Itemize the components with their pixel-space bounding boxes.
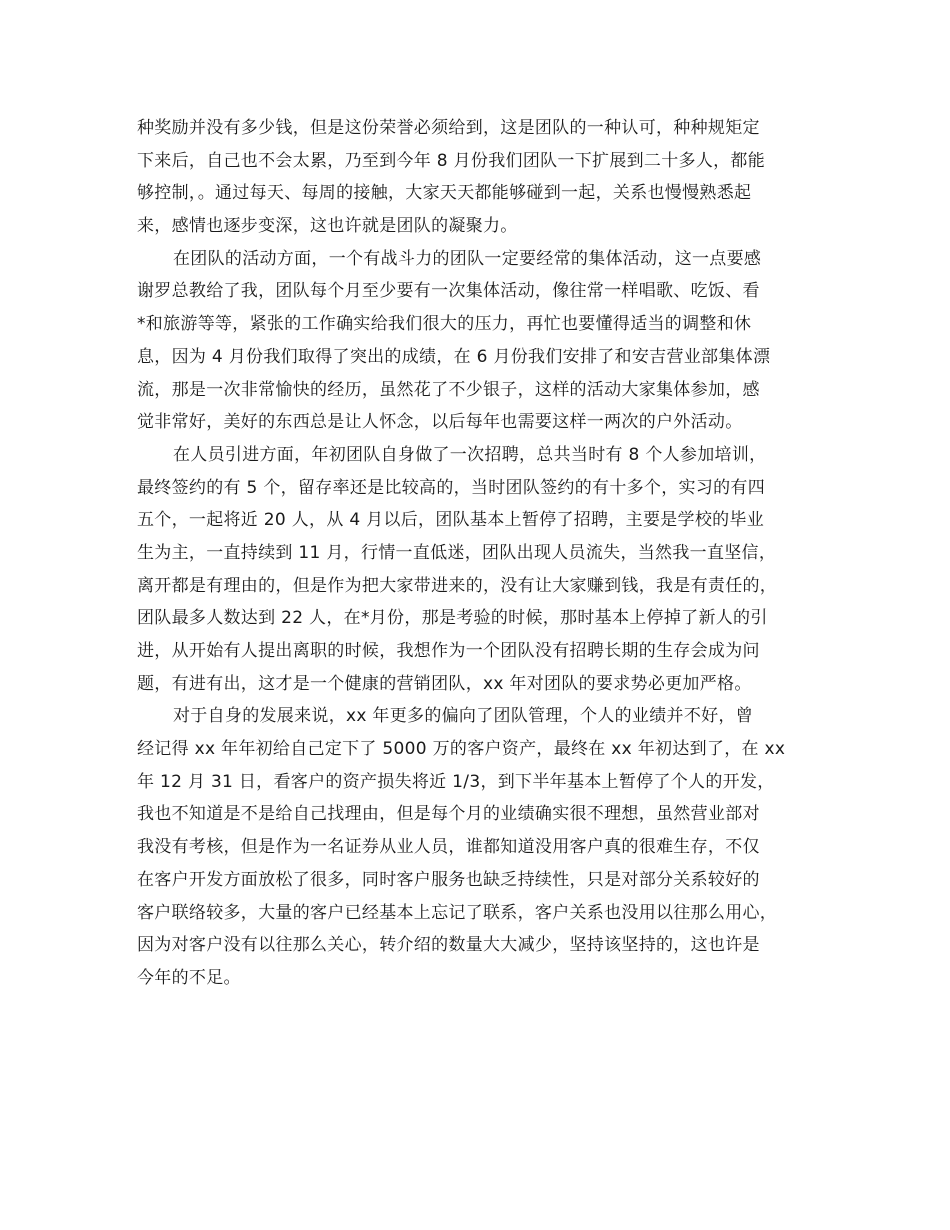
paragraph-first-line: 在人员引进方面，年初团队自身做了一次招聘，总共当时有 8 个人参加培训， xyxy=(173,444,767,465)
text-line: 经记得 xx 年年初给自己定下了 5000 万的客户资产，最终在 xx 年初达到了，在 xx xyxy=(137,739,786,760)
text-line: *和旅游等等，紧张的工作确实给我们很大的压力，再忙也要懂得适当的调整和休 xyxy=(137,314,752,335)
text-line: 客户联络较多，大量的客户已经基本上忘记了联系，客户关系也没用以往那么用心， xyxy=(137,902,778,923)
paragraph-first-line: 对于自身的发展来说，xx 年更多的偏向了团队管理，个人的业绩并不好，曾 xyxy=(173,706,754,727)
text-line: 流，那是一次非常愉快的经历，虽然花了不少银子，这样的活动大家集体参加，感 xyxy=(137,379,760,400)
text-line: 因为对客户没有以往那么关心，转介绍的数量大大减少，坚持该坚持的，这也许是 xyxy=(137,935,760,956)
text-line: 题，有进有出，这才是一个健康的营销团队，xx 年对团队的要求势必更加严格。 xyxy=(137,673,752,694)
text-line: 生为主，一直持续到 11 月，行情一直低迷，团队出现人员流失，当然我一直坚信， xyxy=(137,542,777,563)
paragraph-first-line: 在团队的活动方面，一个有战斗力的团队一定要经常的集体活动，这一点要感 xyxy=(173,248,762,269)
text-line: 息，因为 4 月份我们取得了突出的成绩，在 6 月份我们安排了和安吉营业部集体漂 xyxy=(137,346,771,367)
text-line: 今年的不足。 xyxy=(137,967,241,988)
text-line: 我也不知道是不是给自己找理由，但是每个月的业绩确实很不理想，虽然营业部对 xyxy=(137,804,760,825)
text-line: 五个，一起将近 20 人，从 4 月以后，团队基本上暂停了招聘，主要是学校的毕业 xyxy=(137,510,765,531)
text-line: 觉非常好，美好的东西总是让人怀念，以后每年也需要这样一两次的户外活动。 xyxy=(137,412,743,433)
text-line: 进，从开始有人提出离职的时候，我想作为一个团队没有招聘长期的生存会成为问 xyxy=(137,641,760,661)
text-line: 谢罗总教给了我，团队每个月至少要有一次集体活动，像往常一样唱歌、吃饭、看 xyxy=(137,281,760,302)
text-line: 够控制，。通过每天、每周的接触，大家天天都能够碰到一起，关系也慢慢熟悉起 xyxy=(137,183,752,204)
text-line: 离开都是有理由的，但是作为把大家带进来的，没有让大家赚到钱，我是有责任的， xyxy=(137,575,778,596)
text-line: 在客户开发方面放松了很多，同时客户服务也缺乏持续性，只是对部分关系较好的 xyxy=(137,869,760,890)
document-body xyxy=(137,112,817,995)
text-line: 团队最多人数达到 22 人，在*月份，那是考验的时候，那时基本上停掉了新人的引 xyxy=(137,608,768,629)
text-line: 种奖励并没有多少钱，但是这份荣誉必须给到，这是团队的一种认可，种种规矩定 xyxy=(137,118,760,138)
text-line: 来，感情也逐步变深，这也许就是团队的凝聚力。 xyxy=(137,216,518,237)
text-line: 年 12 月 31 日，看客户的资产损失将近 1/3，到下半年基本上暂停了个人的开发， xyxy=(137,771,775,792)
text-line: 最终签约的有 5 个，留存率还是比较高的，当时团队签约的有十多个，实习的有四 xyxy=(137,477,766,498)
text-line: 下来后，自己也不会太累，乃至到今年 8 月份我们团队一下扩展到二十多人，都能 xyxy=(137,150,766,171)
text-line: 我没有考核，但是作为一名证券从业人员，谁都知道没用客户真的很难生存，不仅 xyxy=(137,837,760,858)
